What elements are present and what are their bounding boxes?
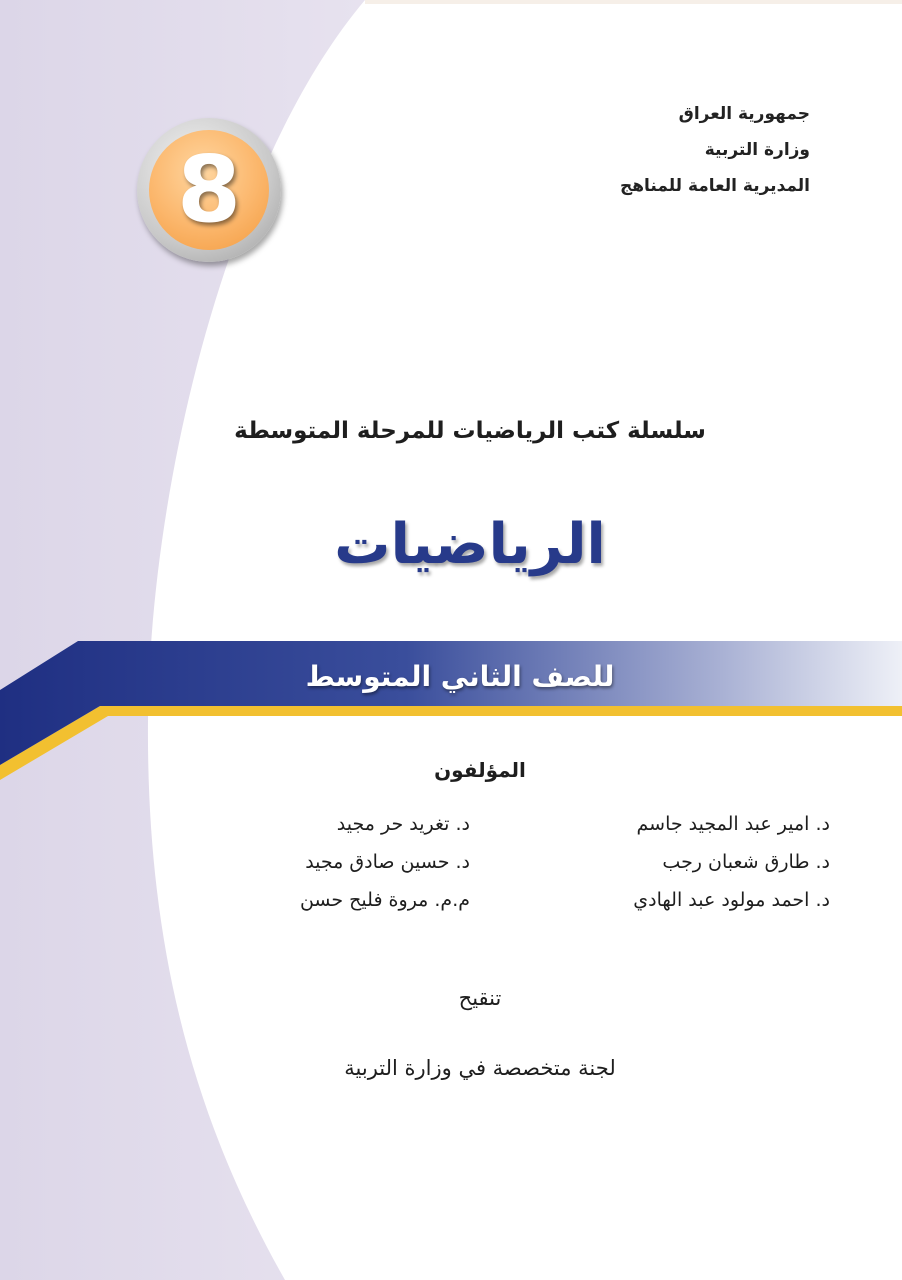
author-name: د. امير عبد المجيد جاسم <box>636 813 830 835</box>
subject-title: الرياضيات <box>334 512 606 577</box>
ministry-name: وزارة التربية <box>704 140 810 160</box>
authors-heading: المؤلفون <box>434 758 526 782</box>
country-name: جمهورية العراق <box>678 104 810 124</box>
revision-committee: لجنة متخصصة في وزارة التربية <box>344 1056 616 1080</box>
authors-list <box>150 812 830 922</box>
author-name: د. احمد مولود عبد الهادي <box>633 889 830 911</box>
series-title: سلسلة كتب الرياضيات للمرحلة المتوسطة <box>234 418 706 444</box>
grade-label: للصف الثاني المتوسط <box>305 660 615 693</box>
author-name: د. حسين صادق مجيد <box>305 851 470 873</box>
grade-badge <box>137 118 281 262</box>
author-name: م.م. مروة فليح حسن <box>299 889 470 911</box>
directorate-name: المديرية العامة للمناهج <box>619 176 810 196</box>
grade-number: 8 <box>177 136 242 243</box>
author-name: د. تغريد حر مجيد <box>336 813 470 835</box>
revision-label: تنقيح <box>458 986 502 1010</box>
ministry-header <box>490 96 810 204</box>
grade-badge-inner <box>149 130 269 250</box>
author-name: د. طارق شعبان رجب <box>662 851 830 873</box>
